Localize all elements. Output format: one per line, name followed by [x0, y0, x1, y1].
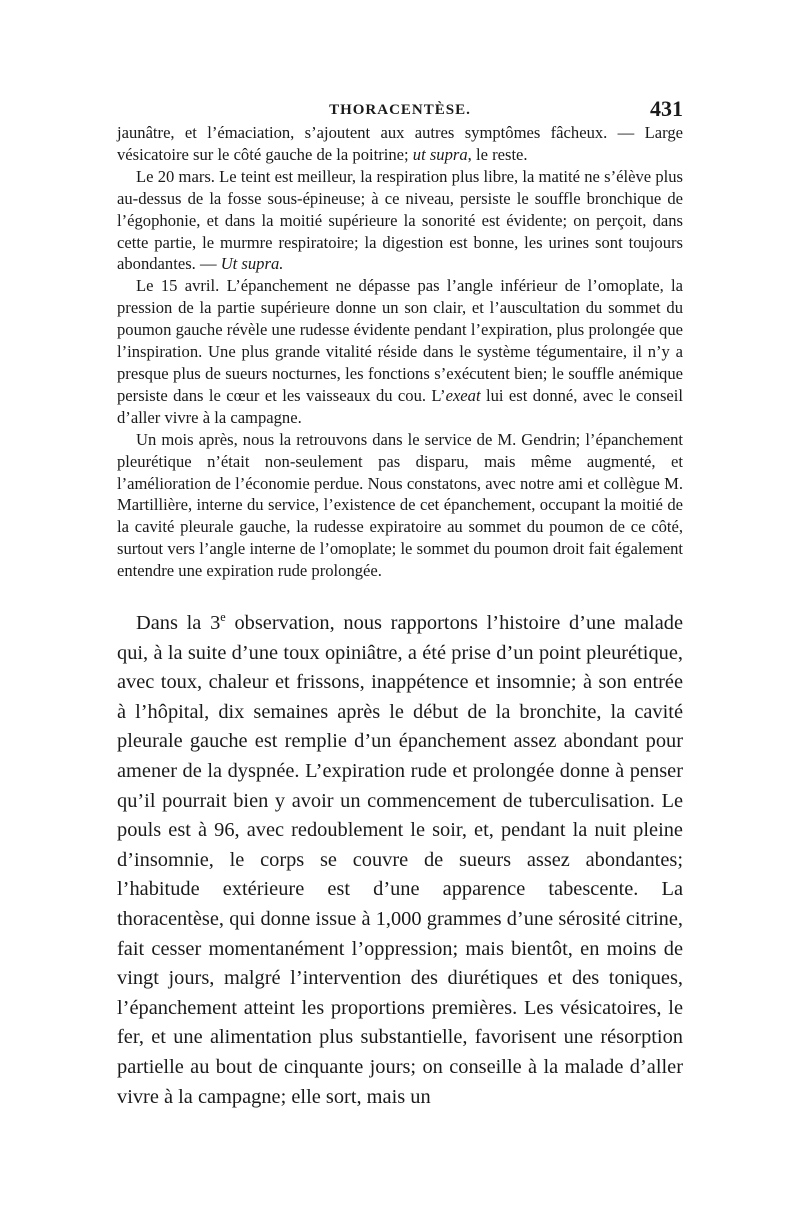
text: Un mois après, nous la retrouvons dans le service de M. Gendrin; l’épanchement pleurétique n’était non-seulement pas disparu, mais même augmenté, et l’amélioration de l’économie perdue. Nous constatons, avec notre ami et collègue M. Martillière, interne du service, l’existence de cet épanchement, occupant la moitié de la cavité pleurale gauche, la rudesse expiratoire au sommet du poumon de ce côté, surtout vers l’angle interne de l’omoplate; le sommet du poumon droit fait également entendre une expiration rude prolongée. — [117, 429, 683, 581]
superscript: e — [220, 610, 226, 625]
page-number: 431 — [650, 96, 683, 121]
text: Le 15 avril. L’épanchement ne dépasse pas l’angle inférieur de l’omoplate, la pression de la partie supérieure donne un son clair, et l’auscultation du sommet du poumon gauche révèle une rudesse évidente pendant l’expiration, plus prolongée que l’inspiration. Une plus grande vitalité réside dans le système tégumentaire, il n’y a presque plus de sueurs nocturnes, les fonctions s’exécutent bien; le souffle anémique persiste dans le cœur et les vaisseaux du cou. L’ — [117, 276, 683, 405]
paragraph-20-mars — [117, 166, 683, 276]
paragraph-15-avril — [117, 275, 683, 428]
paragraph-continued — [117, 122, 683, 166]
italic-text: ut supra — [412, 144, 468, 164]
text: Dans la 3 — [136, 612, 221, 635]
text: , le reste. — [467, 144, 528, 164]
italic-text: Ut supra. — [220, 254, 284, 274]
text: lui est donné, avec le conseil d’aller vivre à la campagne. — [117, 385, 683, 427]
observation-notes — [117, 122, 683, 582]
commentary-paragraph — [117, 609, 683, 1112]
book-page — [117, 96, 683, 1112]
text: Le 20 mars. Le teint est meilleur, la respiration plus libre, la matité ne s’élève plus au-dessus de la fosse sous-épineuse; à ce niveau, persiste le souffle bronchique de l’égophonie, et dans la moitié supérieure la sonorité est évidente; on perçoit, dans cette partie, le murmre respiratoire; la digestion est bonne, les urines sont toujours abondantes. — — [117, 166, 683, 274]
text: jaunâtre, et l’émaciation, s’ajoutent aux autres symptômes fâcheux. — Large vésicatoire sur le côté gauche de la poitrine; — [117, 123, 683, 164]
text: observation, nous rapportons l’histoire d’une malade qui, à la suite d’une toux opiniâtre, a été prise d’un point pleurétique, avec toux, chaleur et frissons, inappétence et insomnie; à son entrée à l’hôpital, dix semaines après le début de la bronchite, la cavité pleurale gauche est remplie d’un épanchement assez abondant pour amener de la dyspnée. L’expiration rude et prolongée donne à penser qu’il pourrait bien y avoir un commencement de tuberculisation. Le pouls est à 96, avec redoublement le soir, et, pendant la nuit pleine d’insomnie, le corps se couvre de sueurs assez abondantes; l’habitude extérieure est d’une apparence tabescente. La thoracentèse, qui donne issue à 1,000 grammes d’une sérosité citrine, fait cesser momentanément l’oppression; mais bientôt, en moins de vingt jours, malgré l’intervention des diurétiques et des toniques, l’épanchement atteint les proportions premières. Les vésicatoires, le fer, et une alimentation plus substantielle, favorisent une résorption partielle au bout de cinquante jours; on conseille à la malade d’aller vivre à la campagne; elle sort, mais un — [117, 612, 684, 1108]
commentary — [117, 609, 683, 1112]
italic-text: exeat — [445, 385, 481, 405]
running-title: THORACENTÈSE. — [329, 102, 471, 118]
running-head — [117, 96, 683, 122]
paragraph-un-mois-apres — [117, 429, 683, 582]
